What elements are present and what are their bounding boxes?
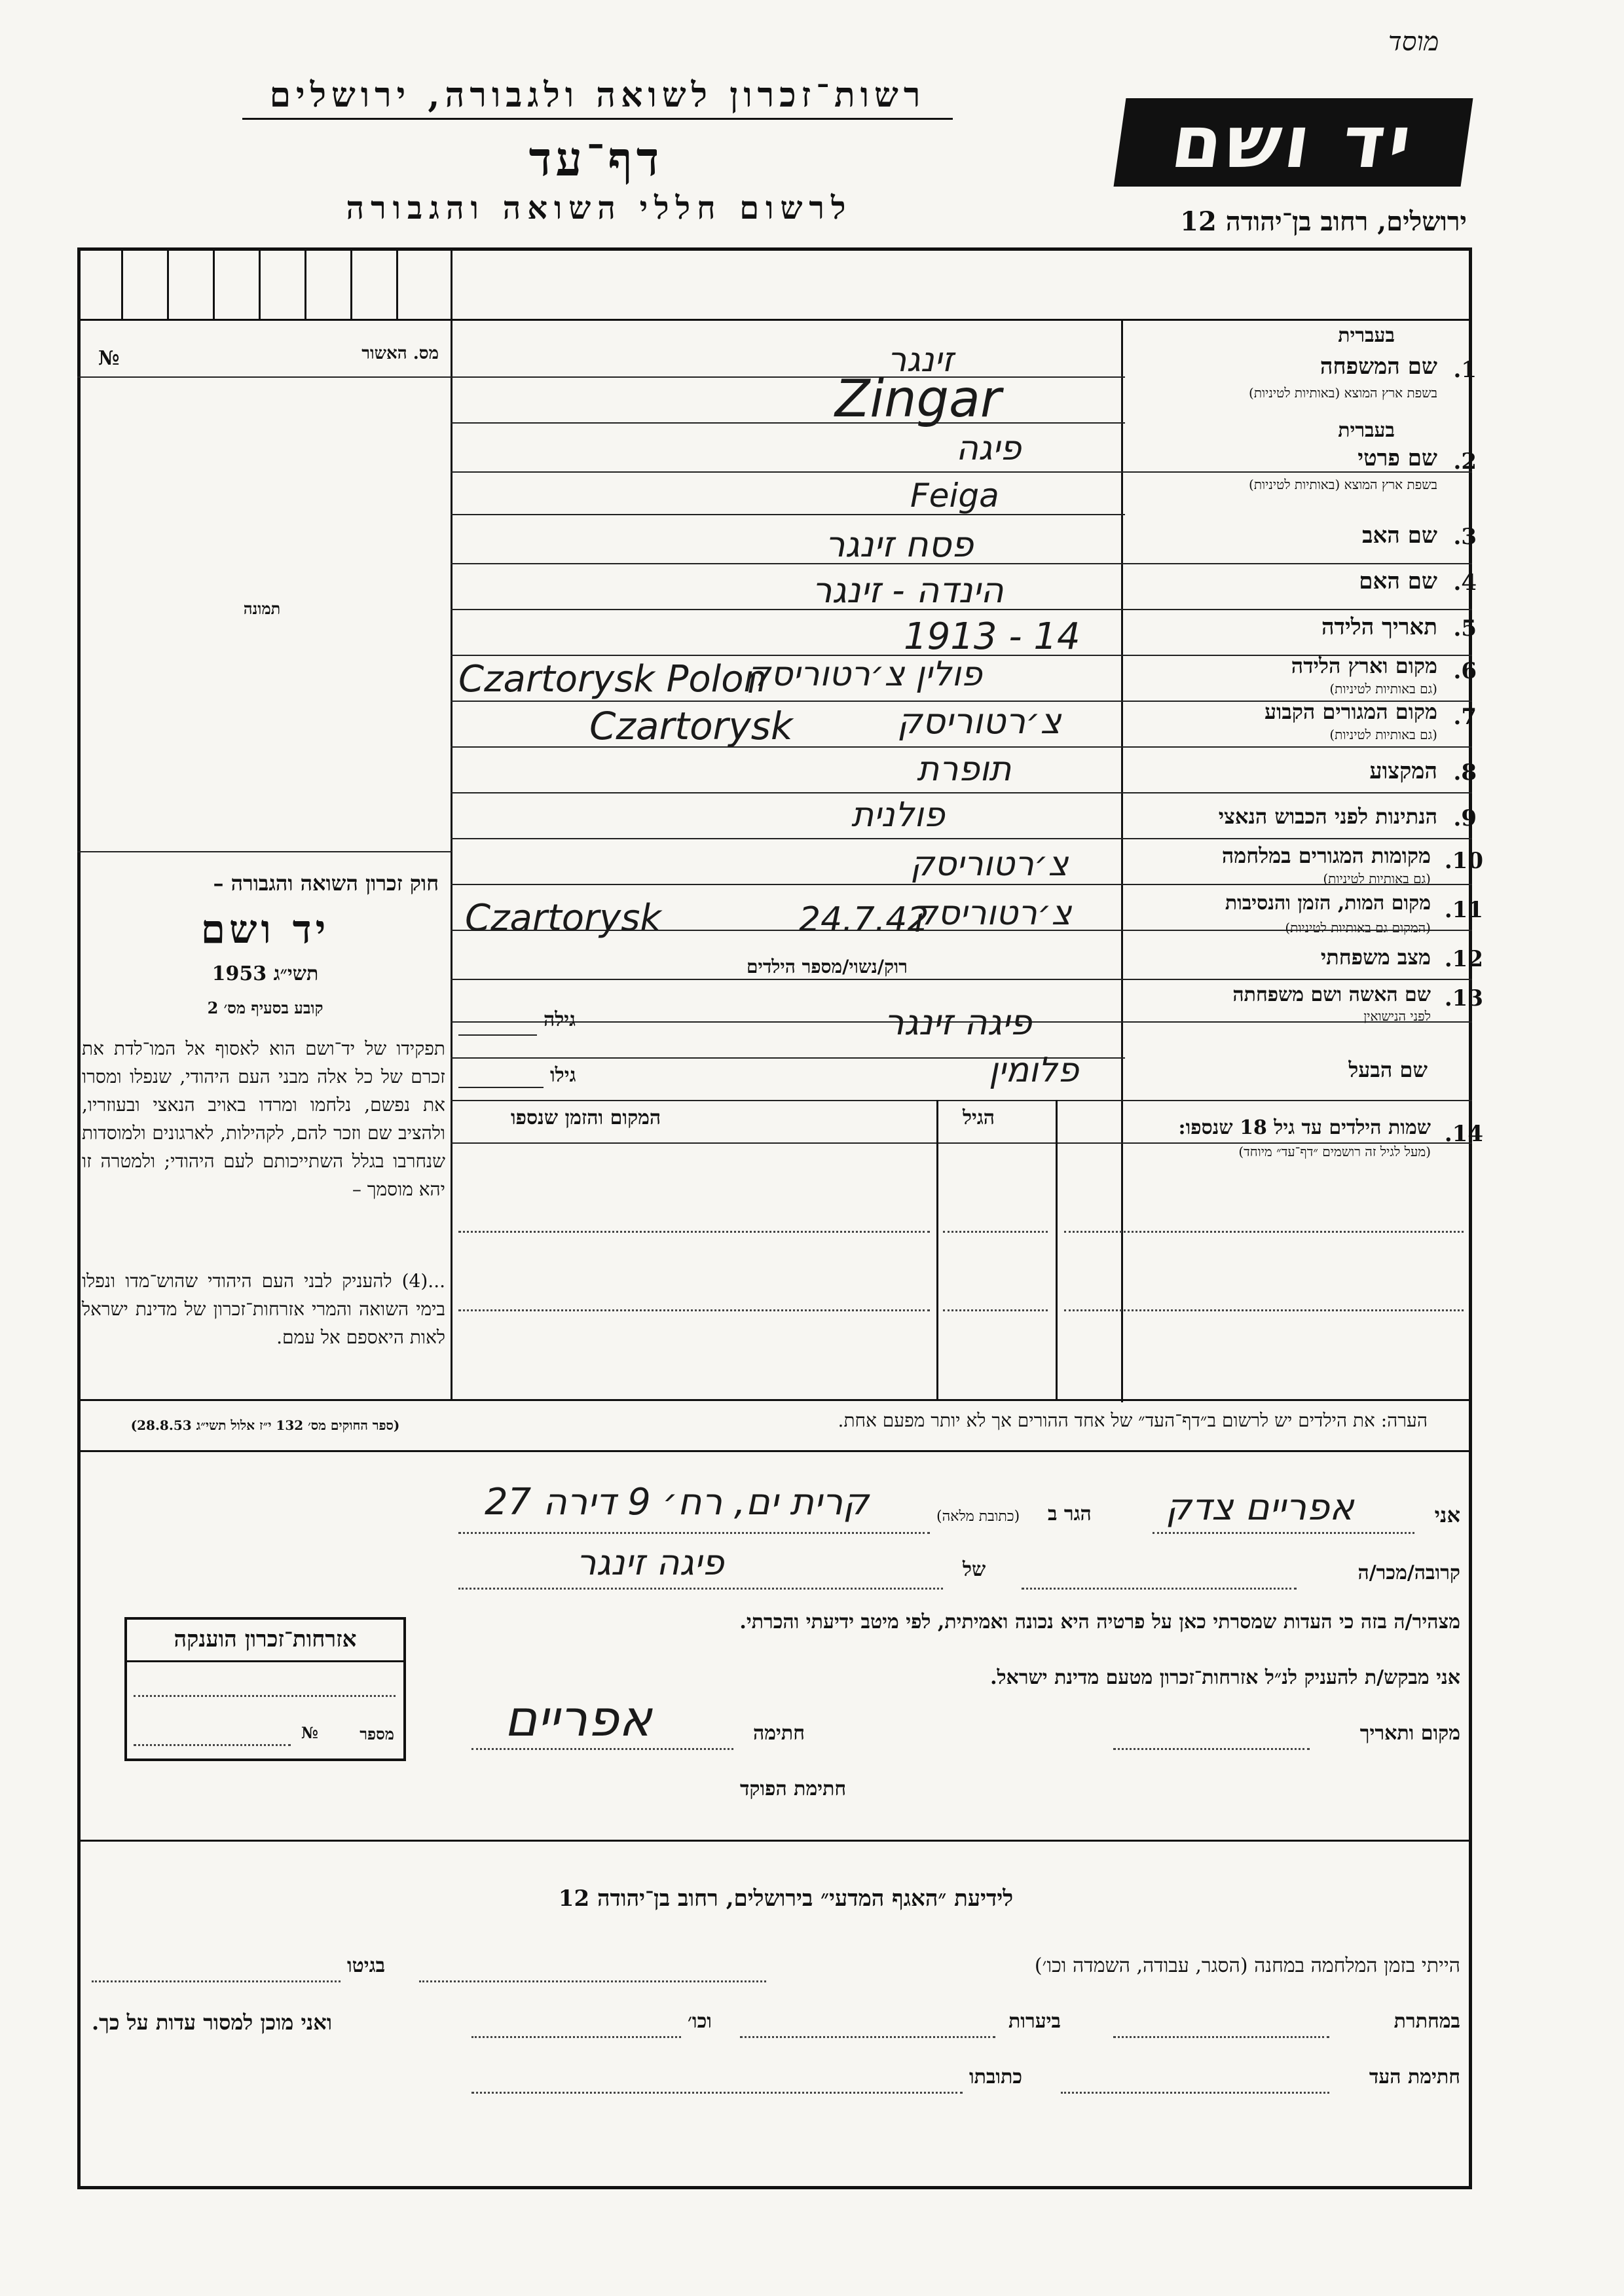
residence-latin-handwritten: Czartorysk <box>589 704 793 748</box>
children-row <box>458 1231 930 1233</box>
f1-number: .1 <box>1453 357 1477 383</box>
footer-forests: ביערות <box>1008 2010 1061 2033</box>
profession-handwritten: תופרת <box>917 750 1012 789</box>
f12-number: .12 <box>1444 946 1483 972</box>
footer-etc-fill <box>471 2036 681 2038</box>
footer-heading: לידיעת ״האגף המדעי״ בירושלים, רחוב בן־יהודה 12 <box>558 1886 1014 1912</box>
husband-age-line <box>458 1087 544 1088</box>
citizenship-box-number-line <box>134 1744 291 1746</box>
f14-sub: (מעל לגיל זה רושמים ״דף־עד״ מיוחד) <box>1238 1144 1431 1159</box>
file-number-underline <box>77 376 452 378</box>
f4-number: .4 <box>1453 570 1477 596</box>
children-col-place-time: המקום והזמן שנספו <box>511 1106 661 1129</box>
address: ירושלים, רחוב בן־יהודה 12 <box>1180 206 1467 237</box>
footer-underground-fill <box>1113 2036 1329 2038</box>
lang-hebrew-2: בעברית <box>1338 419 1395 442</box>
children-col-divider-2 <box>1056 1100 1058 1401</box>
f5-label: תאריך הלידה <box>1321 614 1437 640</box>
birthplace-latin-handwritten: Czartorysk Polon <box>458 658 767 701</box>
children-row <box>1064 1309 1464 1311</box>
yad-vashem-logo <box>1114 98 1473 187</box>
husband-other-handwritten: פלומין <box>989 1051 1079 1090</box>
f11-sub: (המקום גם באותיות לטיניות) <box>1285 920 1431 936</box>
father-name-handwritten: פסח זינגר <box>825 524 974 565</box>
f6-sub: (גם באותיות לטיניות) <box>1329 681 1437 697</box>
footer-witness-signature: חתימת העד <box>1369 2066 1460 2088</box>
entry-line <box>451 1100 1472 1101</box>
strip-box-2 <box>167 247 169 319</box>
footer-line1-end: בגיטו <box>347 1954 386 1977</box>
children-row <box>943 1309 1048 1311</box>
footer-address: כתובתו <box>969 2066 1023 2088</box>
entry-line <box>451 422 1125 424</box>
footer-address-fill <box>471 2092 963 2094</box>
children-row <box>458 1309 930 1311</box>
decl-request: אני מבקש/ת להעניק לנ״ל אזרחות־זכרון מטעם מדינת ישראל. <box>990 1666 1460 1689</box>
children-col-age: הגיל <box>963 1106 995 1129</box>
residence-hebrew-handwritten: צ׳רטוריסק <box>897 701 1061 742</box>
decl-relation-line <box>1022 1588 1297 1590</box>
f3-label: שם האב <box>1362 522 1437 549</box>
victim-name-handwritten: פיגה זינגר <box>576 1542 724 1583</box>
f11-label: מקום המות, הזמן והנסיבות <box>1225 892 1431 915</box>
citizenship-box-title-rule <box>127 1660 403 1662</box>
f8-number: .8 <box>1453 759 1477 786</box>
children-table-bottom <box>451 1399 1472 1401</box>
f10-label: מקומות המגורים במלחמה <box>1221 843 1431 868</box>
law-section: קובע בסעיף מס׳ 2 <box>207 998 323 1017</box>
place-date-line <box>1113 1748 1310 1750</box>
footer-testify: ואני מוכן למסור עדות על כך. <box>92 2010 333 2035</box>
death-place-latin-handwritten: Czartorysk <box>465 897 661 939</box>
citizenship-box <box>124 1617 406 1761</box>
f9-label: הנתינות לפני הכבוש הנאצי <box>1218 804 1437 829</box>
children-note: הערה: את הילדים יש לרשום ב״דף־העד״ של אחד ההורים אך לא יותר מפעם אחת. <box>838 1410 1428 1431</box>
decl-address-line <box>458 1532 930 1534</box>
citizenship-box-line <box>134 1695 396 1697</box>
decl-victim-line <box>458 1588 943 1590</box>
strip-box-7 <box>396 247 398 319</box>
photo-area-bottom <box>77 851 452 852</box>
firstname-hebrew-handwritten: פיגה <box>956 429 1022 468</box>
decl-of: של <box>963 1558 986 1581</box>
f2-number: .2 <box>1453 448 1477 475</box>
note-underline <box>77 1450 1472 1452</box>
husband-name-handwritten: פיגה זינגר <box>884 1002 1032 1043</box>
footer-etc: וכו׳ <box>688 2010 712 2033</box>
place-date-label: מקום ותאריך <box>1359 1722 1460 1745</box>
f2-label: שם פרטי <box>1357 445 1437 471</box>
f9-number: .9 <box>1453 805 1477 831</box>
law-title: חוק זכרון השואה והגבורה – <box>213 871 439 896</box>
form-subtitle: לרשום חללי השואה והגבורה <box>346 190 853 227</box>
husband-age-label: גילו <box>550 1064 576 1087</box>
citizenship-box-title: אזרחות־זכרון הוענקה <box>174 1626 357 1652</box>
photo-label: תמונה <box>243 599 281 618</box>
birth-date-handwritten: 1913 - 14 <box>904 615 1080 658</box>
f1-sub: בשפת ארץ המוצא (באותיות לטיניות) <box>1249 385 1437 401</box>
f5-number: .5 <box>1453 615 1477 642</box>
firstname-latin-handwritten: Feiga <box>910 477 999 515</box>
f13-label: שם האשה ושם משפחתה <box>1232 983 1431 1006</box>
f6-label: מקום וארץ הלידה <box>1291 653 1437 678</box>
law-citation: (ספר החוקים מס׳ 132 י״ז אלול תשי״ג 28.8.53) <box>130 1417 400 1433</box>
husband-label: שם הבעל <box>1348 1057 1428 1082</box>
birthplace-hebrew-handwritten: פולין צ׳רטוריסק <box>747 655 982 694</box>
children-row <box>943 1231 1048 1233</box>
f11-number: .11 <box>1444 897 1483 923</box>
f7-sub: (גם באותיות לטיניות) <box>1329 727 1437 742</box>
footer-forests-fill <box>740 2036 995 2038</box>
f10-number: .10 <box>1444 848 1483 874</box>
citizenship-box-number-label: מספר <box>360 1724 394 1743</box>
f7-label: מקום המגורים הקבוע <box>1264 699 1437 724</box>
f2-sub: בשפת ארץ המוצא (באותיות לטיניות) <box>1249 477 1437 492</box>
lang-hebrew-1: בעברית <box>1338 324 1395 347</box>
law-year: תשי״ג 1953 <box>212 962 319 985</box>
law-text-2: ...(4) להעניק לבני העם היהודי שהוש־מדו ונפלו בימי השואה והמרי אזרחות־זכרון של מדינת ישראל לאות היאספם אל עמם. <box>82 1270 445 1348</box>
entry-line <box>451 792 1472 793</box>
mother-name-handwritten: הינדה - זינגר <box>812 570 1004 611</box>
f13-age-label: גילה <box>544 1008 576 1031</box>
death-date-handwritten: 24.7.42 <box>799 900 929 939</box>
strip-box-5 <box>304 247 306 319</box>
logo-text: יד ושם <box>1166 100 1420 184</box>
citizenship-box-number-mark: № <box>301 1723 318 1742</box>
surname-latin-handwritten: Zingar <box>835 370 1001 429</box>
f6-number: .6 <box>1453 658 1477 684</box>
f12-label: מצב משפחתי <box>1320 945 1431 970</box>
decl-lives-in: הגר ב <box>1048 1503 1092 1525</box>
entry-line <box>451 884 1472 885</box>
entry-line <box>451 471 1472 473</box>
form-title: דף־עד <box>528 131 663 187</box>
f13-number: .13 <box>1444 985 1483 1011</box>
header-underline <box>242 118 953 120</box>
footer-underground: במחתרת <box>1393 2010 1460 2033</box>
strip-box-4 <box>259 247 261 319</box>
death-place-hebrew-handwritten: צ׳רטוריסק <box>913 894 1072 933</box>
strip-box-1 <box>121 247 123 319</box>
label-column-divider <box>1121 319 1123 1402</box>
officer-signature-label: חתימת הפוקד <box>740 1777 847 1800</box>
signature-handwritten: אפריים <box>504 1689 652 1747</box>
strip-box-6 <box>350 247 352 319</box>
file-number-label: מס. האשור <box>361 344 439 363</box>
signature-label: חתימה <box>753 1722 805 1745</box>
f8-label: המקצוע <box>1369 758 1437 784</box>
f14-number: .14 <box>1444 1121 1483 1147</box>
footer-ghetto-fill <box>92 1980 341 1982</box>
wartime-residence-handwritten: צ׳רטוריסק <box>910 845 1069 884</box>
decl-statement: מצהיר/ה בזה כי העדות שמסרתי כאן על פרטיה היא נכונה ואמיתית, לפי מיטב ידיעתי והכרתי. <box>739 1611 1460 1633</box>
surname-hebrew-handwritten: זינגר <box>887 340 954 380</box>
entry-line <box>451 838 1472 839</box>
entry-line <box>451 514 1125 515</box>
law-text-1: תפקידו של יד־ושם הוא לאסוף אל המו־לדת את זכרם של כל אלה מבני העם היהודי, שנפלו ומסרו את נפשם, נלחמו ומרדו באויב הנאצי ובעוזריו, ולהציב שם וזכר להם, לקהילות, לארגונים ולמוסדות שנחרבו בגלל השתייכותם לעם היהודי; ולמטרה זו יהא מוסמך – <box>82 1038 445 1200</box>
f10-sub: (גם באותיות לטיניות) <box>1323 871 1431 886</box>
f7-number: .7 <box>1453 704 1477 730</box>
declarant-address-handwritten: קרית ים, רח׳ 9 דירה 27 <box>485 1481 869 1523</box>
entry-line <box>451 376 1125 378</box>
decl-prefix: אני <box>1434 1503 1460 1527</box>
f4-label: שם האם <box>1359 568 1437 594</box>
declarant-name-handwritten: אפריים צדק <box>1166 1486 1354 1529</box>
file-number-mark: № <box>98 347 120 370</box>
top-strip-bottom <box>77 319 1472 321</box>
footer-witness-fill <box>1061 2092 1329 2094</box>
institution-title: רשות־זכרון לשואה ולגבורה, ירושלים <box>269 75 926 115</box>
children-row <box>1064 1231 1464 1233</box>
nationality-handwritten: פולנית <box>851 795 945 835</box>
entry-line <box>451 979 1472 980</box>
f13-age-line <box>458 1034 537 1036</box>
f13-sub: לפני הנישואין <box>1363 1008 1431 1024</box>
footer-line1-fill <box>419 1980 766 1982</box>
declaration-bottom <box>77 1840 1472 1842</box>
decl-name-line <box>1153 1532 1414 1534</box>
strip-divider <box>451 247 452 1400</box>
decl-relation: קרובה/מכר/ה <box>1357 1561 1460 1584</box>
strip-box-3 <box>213 247 215 319</box>
footer-line1: הייתי בזמן המלחמה במחנה (הסגר, עבודה, השמדה וכו׳) <box>1034 1954 1460 1977</box>
f3-number: .3 <box>1453 524 1477 550</box>
signature-line <box>471 1748 733 1750</box>
logo-small-text: מוסד <box>1388 27 1439 57</box>
f14-label: שמות הילדים עד גיל 18 שנספו: <box>1178 1116 1431 1139</box>
f12-options: רוק/נשוי/מספר הילדים <box>747 956 908 977</box>
f1-label: שם המשפחה <box>1320 354 1437 380</box>
children-col-divider-1 <box>936 1100 938 1401</box>
law-name: יד ושם <box>200 907 330 953</box>
decl-address-note: (כתובת מלאה) <box>936 1508 1020 1525</box>
